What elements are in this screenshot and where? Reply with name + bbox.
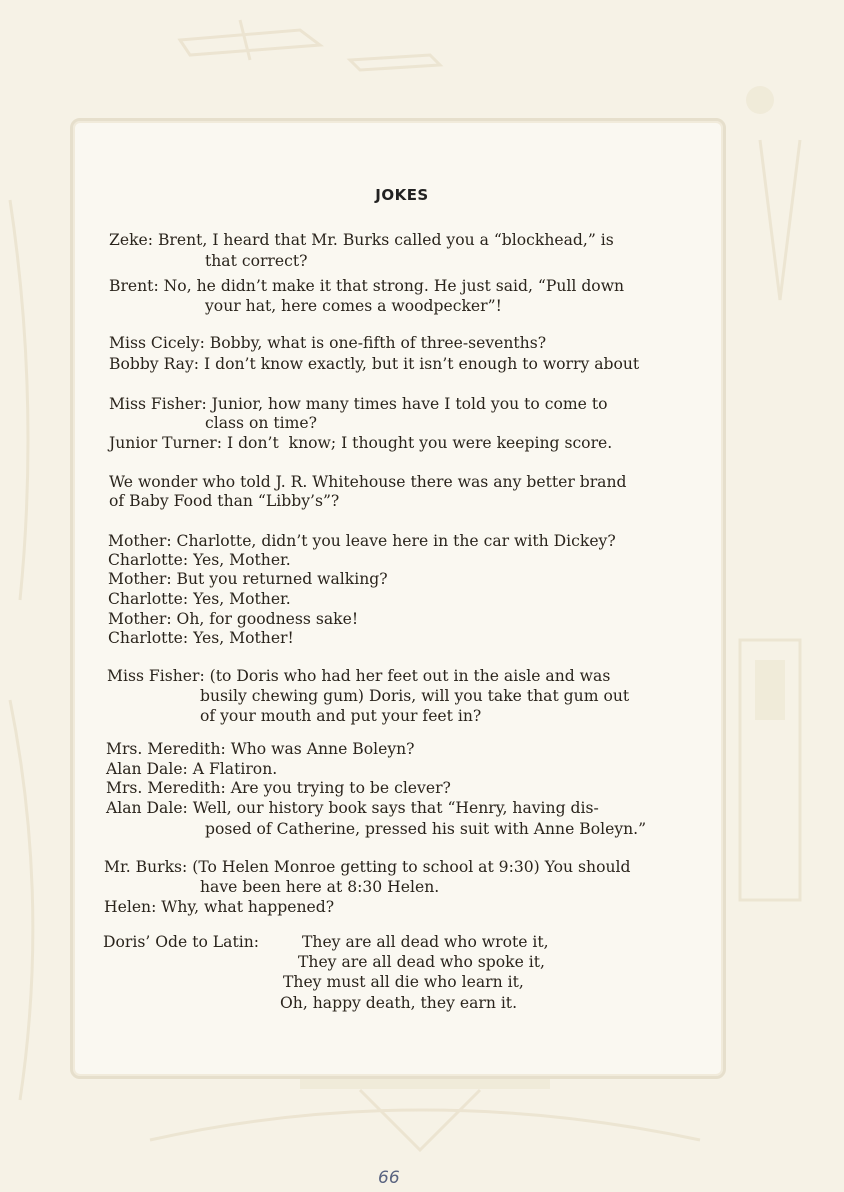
text-line: your hat, here comes a woodpecker”! — [205, 297, 502, 315]
text-line: We wonder who told J. R. Whitehouse there was any better brand — [109, 473, 627, 491]
text-line: Doris’ Ode to Latin: — [103, 933, 260, 951]
text-line: Zeke: Brent, I heard that Mr. Burks called you a “blockhead,” is — [109, 231, 614, 249]
text-line: Mr. Burks: (To Helen Monroe getting to school at 9:30) You should — [104, 858, 631, 876]
text-line: have been here at 8:30 Helen. — [200, 878, 440, 896]
text-line: Miss Fisher: Junior, how many times have I told you to come to — [109, 395, 608, 413]
text-line: Mrs. Meredith: Who was Anne Boleyn? — [106, 740, 415, 758]
text-line: Bobby Ray: I don’t know exactly, but it isn’t enough to worry about — [109, 355, 640, 373]
text-line: of your mouth and put your feet in? — [200, 707, 482, 725]
text-line: Mother: Oh, for goodness sake! — [108, 610, 359, 628]
text-line: Junior Turner: I don’t know; I thought you were keeping score. — [109, 434, 613, 452]
text-line: of Baby Food than “Libby’s”? — [109, 492, 340, 510]
text-line: Charlotte: Yes, Mother! — [108, 629, 294, 647]
poem-line: They are all dead who spoke it, — [298, 953, 546, 971]
text-line: Miss Cicely: Bobby, what is one-fifth of three-sevenths? — [109, 334, 547, 352]
text-line: Mother: But you returned walking? — [108, 570, 388, 588]
text-line: Mrs. Meredith: Are you trying to be clever? — [106, 779, 451, 797]
text-line: Alan Dale: A Flatiron. — [106, 760, 278, 778]
page-number: 66 — [378, 1168, 400, 1188]
page-title: JOKES — [375, 186, 429, 204]
text-line: Brent: No, he didn’t make it that strong. He just said, “Pull down — [109, 277, 625, 295]
text-line: Miss Fisher: (to Doris who had her feet out in the aisle and was — [107, 667, 611, 685]
text-line: posed of Catherine, pressed his suit with Anne Boleyn.” — [205, 820, 647, 838]
text-line: that correct? — [205, 252, 308, 270]
text-line: Mother: Charlotte, didn’t you leave here in the car with Dickey? — [108, 532, 616, 550]
text-line: Alan Dale: Well, our history book says that “Henry, having dis- — [106, 799, 599, 817]
poem-line: They are all dead who wrote it, — [302, 933, 549, 951]
poem-line: They must all die who learn it, — [283, 973, 524, 991]
text-line: Helen: Why, what happened? — [104, 898, 335, 916]
text-line: class on time? — [205, 414, 317, 432]
text-line: Charlotte: Yes, Mother. — [108, 590, 291, 608]
text-line: Charlotte: Yes, Mother. — [108, 551, 291, 569]
poem-line: Oh, happy death, they earn it. — [280, 994, 518, 1012]
text-line: busily chewing gum) Doris, will you take that gum out — [200, 687, 630, 705]
